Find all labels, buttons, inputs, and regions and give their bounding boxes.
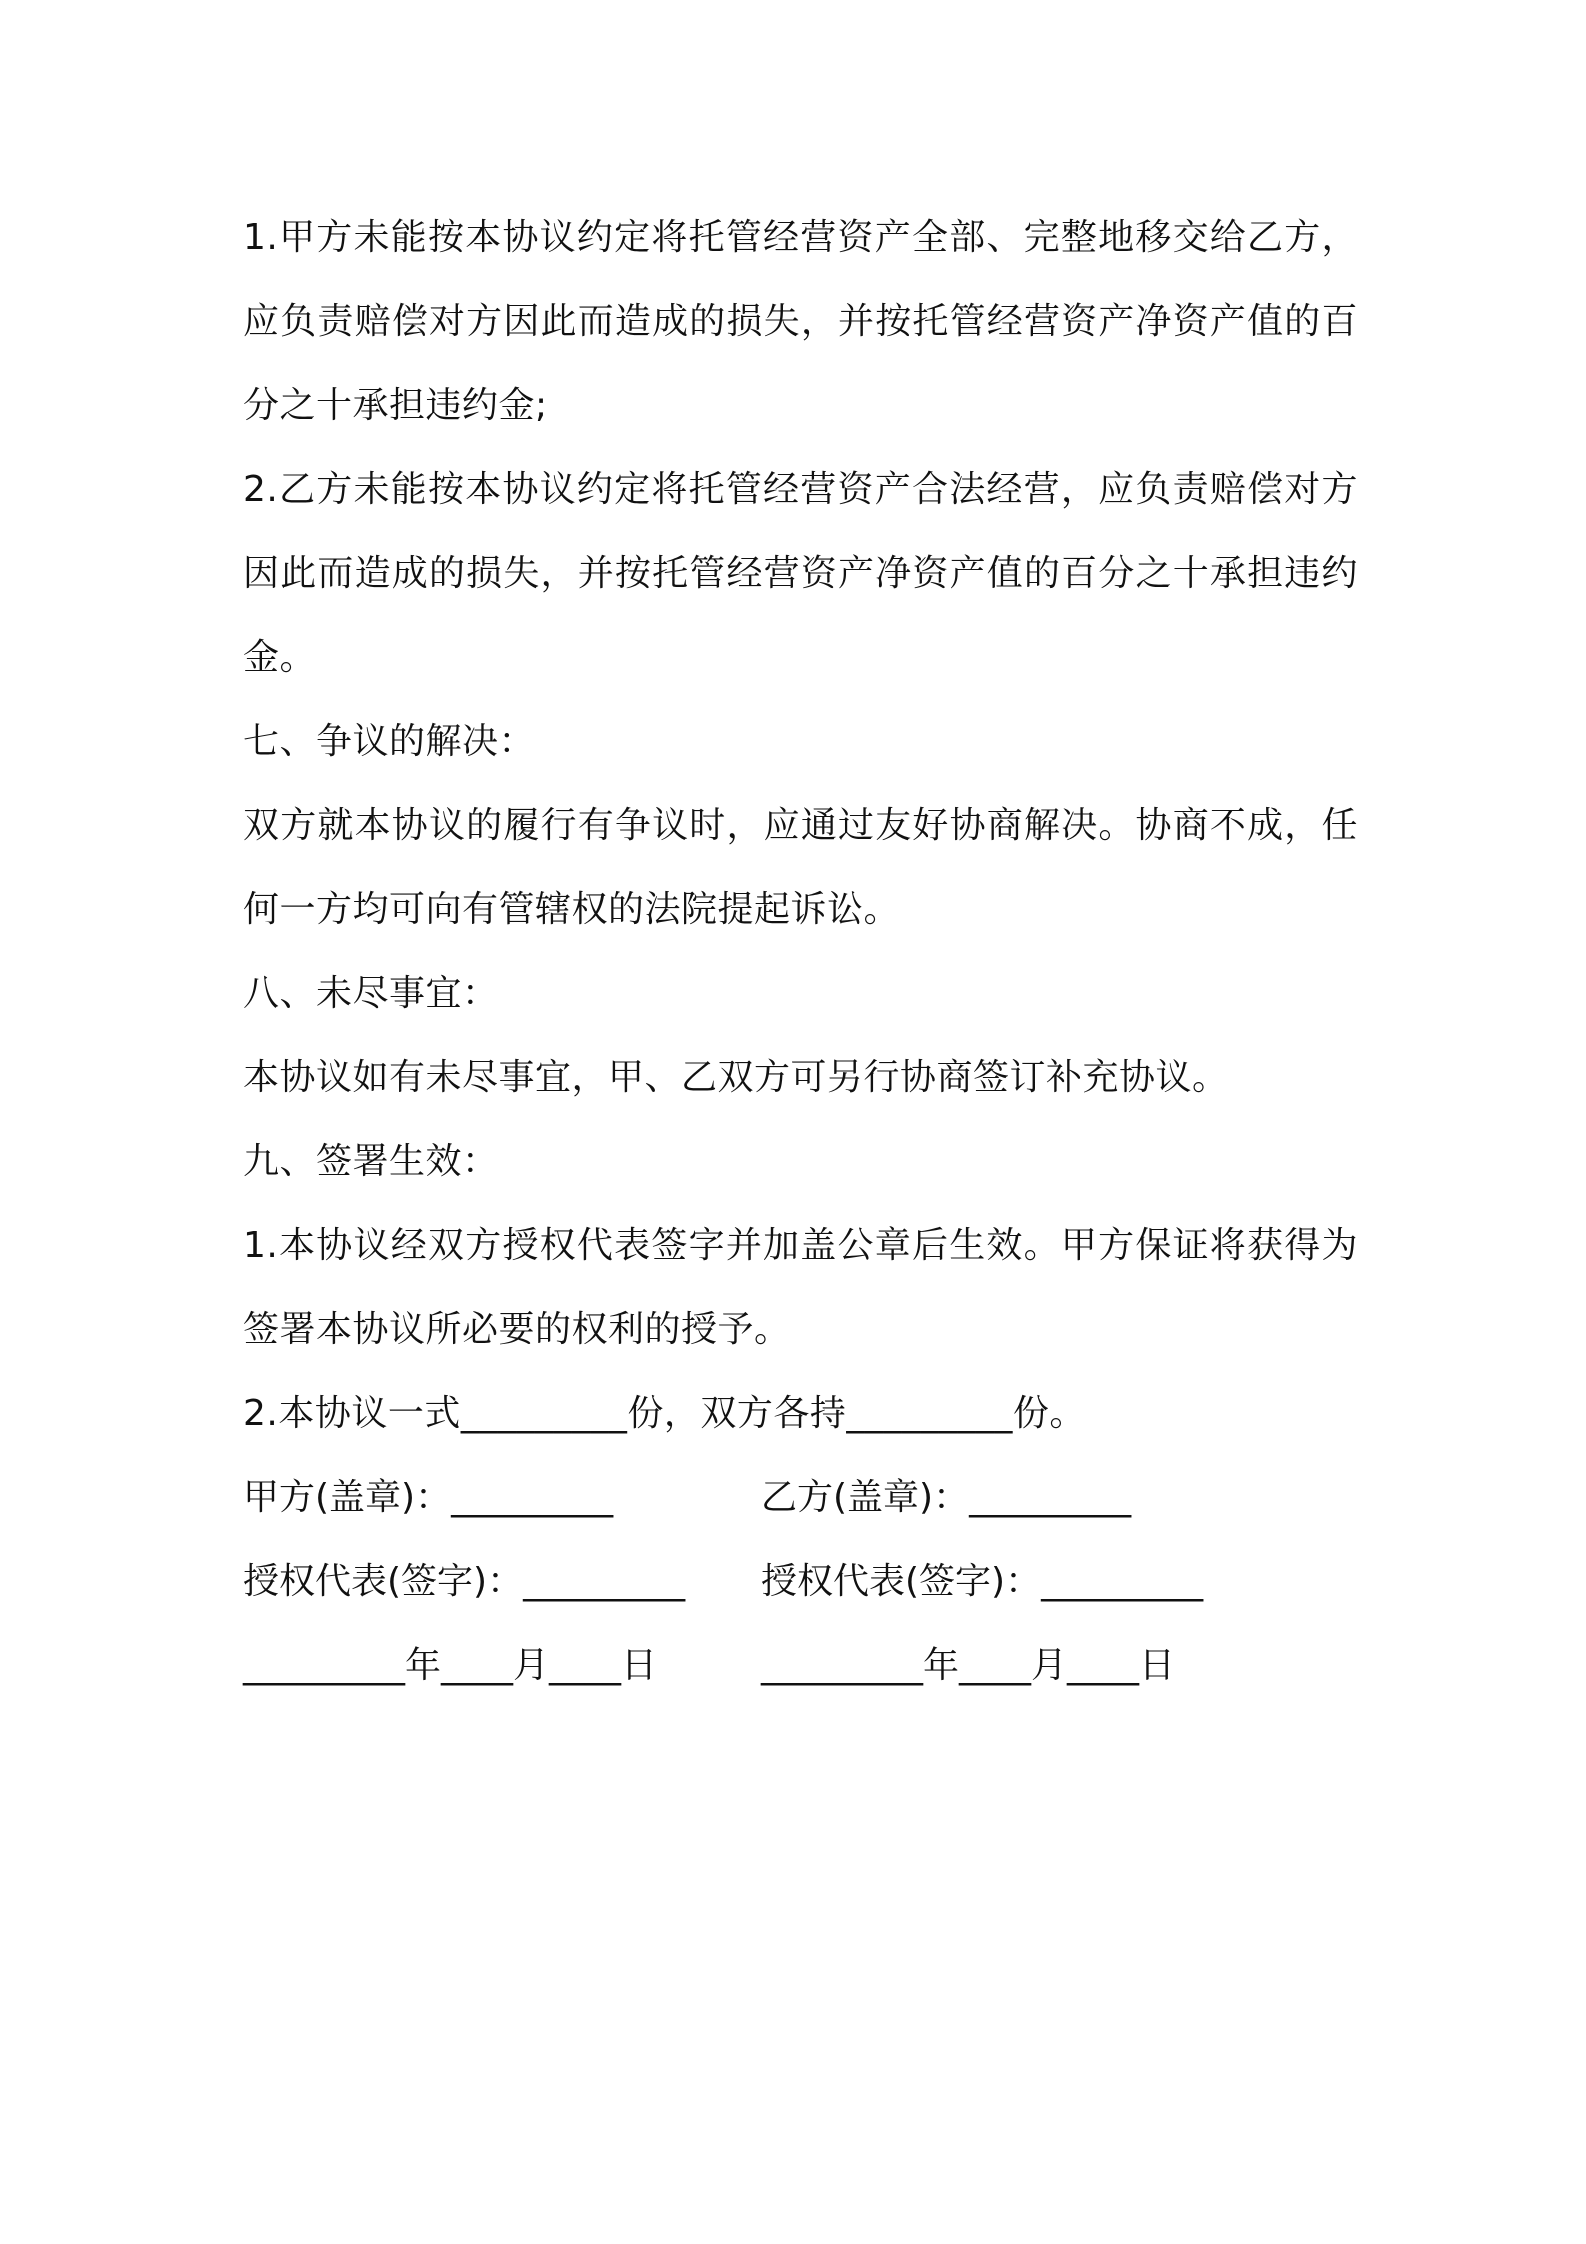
party-b-rep-field: 授权代表(签字)：_________ [761,1561,1204,1602]
document-body [243,196,1358,1708]
clause-breach-party-a: 1.甲方未能按本协议约定将托管经营资产全部、完整地移交给乙方，应负责赔偿对方因此而造成的损失，并按托管经营资产净资产值的百分之十承担违约金; [243,217,1358,426]
clause-outstanding-matters: 本协议如有未尽事宜，甲、乙双方可另行协商签订补充协议。 [243,1057,1229,1098]
section-heading-dispute: 七、争议的解决： [243,721,536,762]
signature-row-representative [243,1540,1358,1624]
signature-row-seal [243,1456,1358,1540]
section-heading-outstanding-matters: 八、未尽事宜： [243,973,499,1014]
signature-row-date [243,1624,1358,1708]
party-b-date-field: _________年____月____日 [761,1645,1175,1686]
clause-copies: 2.本协议一式_________份，双方各持_________份。 [243,1393,1086,1434]
party-a-rep-field: 授权代表(签字)：_________ [243,1561,686,1602]
party-a-date-field: _________年____月____日 [243,1645,657,1686]
section-heading-effectiveness: 九、签署生效： [243,1141,499,1182]
clause-breach-party-b: 2.乙方未能按本协议约定将托管经营资产合法经营，应负责赔偿对方因此而造成的损失，并按托管经营资产净资产值的百分之十承担违约金。 [243,469,1358,678]
party-b-seal-field: 乙方(盖章)：_________ [761,1477,1132,1518]
clause-effectiveness-1: 1.本协议经双方授权代表签字并加盖公章后生效。甲方保证将获得为签署本协议所必要的权利的授予。 [243,1225,1358,1350]
party-a-seal-field: 甲方(盖章)：_________ [243,1477,614,1518]
clause-dispute-resolution: 双方就本协议的履行有争议时，应通过友好协商解决。协商不成，任何一方均可向有管辖权的法院提起诉讼。 [243,805,1358,930]
